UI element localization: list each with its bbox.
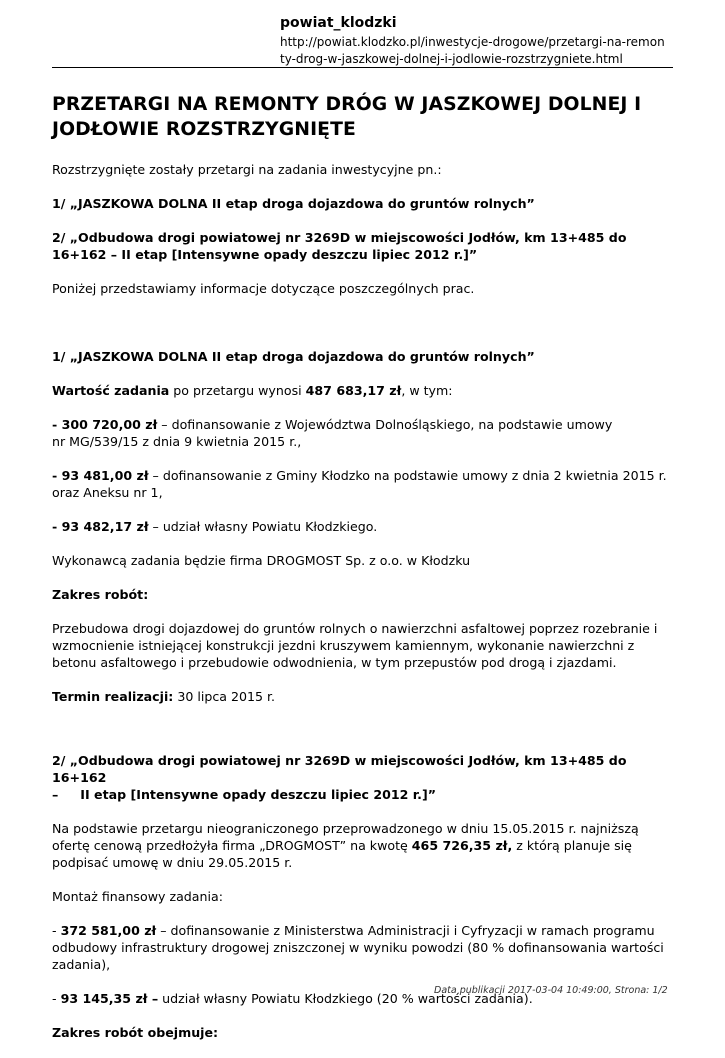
page-header bbox=[280, 14, 680, 68]
section-1-value bbox=[52, 382, 673, 399]
heading-dash: – bbox=[52, 787, 59, 802]
value-mid: po przetargu wynosi bbox=[169, 383, 306, 398]
tender-amount: 465 726,35 zł, bbox=[411, 838, 513, 853]
funding-prefix: - bbox=[52, 923, 61, 938]
site-name: powiat_klodzki bbox=[280, 15, 397, 31]
section-1-scope-label: Zakres robót: bbox=[52, 587, 149, 602]
header-divider bbox=[52, 67, 673, 68]
tender-text-end: z którą planuje się podpisać umowę w dniu 29.05.2015 r. bbox=[52, 838, 632, 870]
source-url[interactable] bbox=[280, 34, 680, 68]
section-2-finance-label: Montaż finansowy zadania: bbox=[52, 889, 223, 904]
spacer bbox=[52, 722, 673, 752]
article-body bbox=[52, 92, 673, 1058]
summary-item-1: 1/ „JASZKOWA DOLNA II etap droga dojazdowa do gruntów rolnych” bbox=[52, 196, 535, 211]
funding-amount: - 300 720,00 zł bbox=[52, 417, 158, 432]
source-url-line-1[interactable]: http://powiat.klodzko.pl/inwestycje-drogowe/przetargi-na-remon bbox=[280, 35, 665, 49]
heading-line-2: II etap [Intensywne opady deszczu lipiec 2012 r.]” bbox=[80, 787, 437, 802]
section-2-funding-1 bbox=[52, 922, 673, 973]
funding-amount: - 93 482,17 zł bbox=[52, 519, 149, 534]
funding-amount: 93 145,35 zł – bbox=[60, 991, 159, 1006]
section-1-funding-1 bbox=[52, 416, 673, 450]
section-1-funding-2 bbox=[52, 467, 673, 501]
funding-text: – udział własny Powiatu Kłodzkiego. bbox=[148, 519, 378, 534]
funding-amount: 372 581,00 zł bbox=[60, 923, 157, 938]
section-2-scope-label: Zakres robót obejmuje: bbox=[52, 1025, 219, 1040]
funding-prefix: - bbox=[52, 991, 61, 1006]
page-footer: Data publikacji 2017-03-04 10:49:00, Strona: 1/2 bbox=[434, 985, 668, 996]
section-2-tender-paragraph bbox=[52, 820, 673, 871]
below-paragraph: Poniżej przedstawiamy informacje dotyczące poszczególnych prac. bbox=[52, 281, 475, 296]
funding-text: – dofinansowanie z Ministerstwa Administracji i Cyfryzacji w ramach programu odbudowy infrastruktury drogowej zniszczonej w wyniku powodzi (80 % dofinansowania wartości zadania), bbox=[52, 923, 664, 972]
spacer bbox=[52, 314, 673, 348]
heading-line-1: 2/ „Odbudowa drogi powiatowej nr 3269D w miejscowości Jodłów, km 13+485 do 16+162 bbox=[52, 753, 627, 785]
value-amount: 487 683,17 zł bbox=[305, 383, 402, 398]
section-2-heading bbox=[52, 752, 673, 803]
section-1-contractor: Wykonawcą zadania będzie firma DROGMOST Sp. z o.o. w Kłodzku bbox=[52, 553, 471, 568]
tender-text: Na podstawie przetargu nieograniczonego przeprowadzonego w dniu 15.05.2015 r. najniższą ofertę cenową przedłożyła firma „DROGMOST” na kwotę bbox=[52, 821, 639, 853]
funding-text: udział własny Powiatu Kłodzkiego (20 % wartości zadania). bbox=[158, 991, 533, 1006]
article-title: PRZETARGI NA REMONTY DRÓG W JASZKOWEJ DOLNEJ I JODŁOWIE ROZSTRZYGNIĘTE bbox=[52, 94, 642, 140]
summary-item-2: 2/ „Odbudowa drogi powiatowej nr 3269D w miejscowości Jodłów, km 13+485 do 16+162 – II etap [Intensywne opady deszczu lipiec 2012 r.]” bbox=[52, 230, 627, 262]
section-1-heading: 1/ „JASZKOWA DOLNA II etap droga dojazdowa do gruntów rolnych” bbox=[52, 349, 535, 364]
section-1-funding-3 bbox=[52, 518, 673, 535]
term-label: Termin realizacji: bbox=[52, 689, 174, 704]
term-value: 30 lipca 2015 r. bbox=[173, 689, 276, 704]
intro-paragraph: Rozstrzygnięte zostały przetargi na zadania inwestycyjne pn.: bbox=[52, 162, 442, 177]
value-label: Wartość zadania bbox=[52, 383, 170, 398]
section-1-term bbox=[52, 688, 673, 705]
value-end: , w tym: bbox=[401, 383, 453, 398]
funding-text: – dofinansowanie z Województwa Dolnośląskiego, na podstawie umowy bbox=[157, 417, 613, 432]
section-1-scope-text: Przebudowa drogi dojazdowej do gruntów rolnych o nawierzchni asfaltowej poprzez rozebranie i wzmocnienie istniejącej konstrukcji jezdni kruszywem kamiennym, wykonanie nawierzchni z betonu asfaltowego i przebudowie odwodnienia, w tym przepustów pod drogą i zjazdami. bbox=[52, 621, 658, 670]
funding-amount: - 93 481,00 zł bbox=[52, 468, 149, 483]
source-url-line-2[interactable]: ty-drog-w-jaszkowej-dolnej-i-jodlowie-rozstrzygniete.html bbox=[280, 52, 623, 66]
funding-text: – dofinansowanie z Gminy Kłodzko na podstawie umowy z dnia 2 kwietnia 2015 r. oraz Aneksu nr 1, bbox=[52, 468, 667, 500]
funding-text-cont: nr MG/539/15 z dnia 9 kwietnia 2015 r., bbox=[52, 434, 302, 449]
